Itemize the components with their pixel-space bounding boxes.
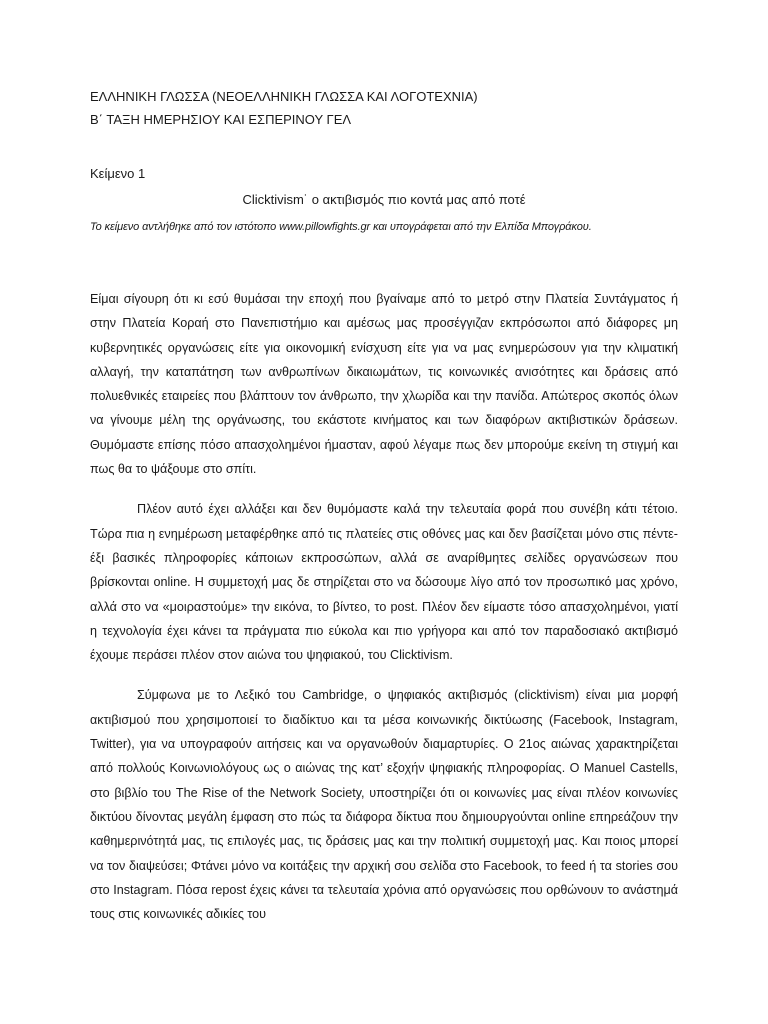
paragraph: Πλέον αυτό έχει αλλάξει και δεν θυμόμαστε καλά την τελευταία φορά που συνέβη κάτι τέτοιο. Τώρα πια η ενημέρωση μεταφέρθηκε από τις πλατείες στις οθόνες μας και δεν βασίζεται μόνο στις πέντε-έξι βασικές πληροφορίες κάποιων εκπροσώπων, αλλά σε αναρίθμητες σελίδες οργανώσεων που βρίσκονται online. Η συμμετοχή μας δε στηρίζεται στο να δώσουμε λίγο από τον προσωπικό μας χρόνο, αλλά στο να «μοιραστούμε» την εικόνα, το βίντεο, το post. Πλέον δεν είμαστε τόσο απασχολημένοι, γιατί η τεχνολογία έχει κάνει τα πράγματα πιο εύκολα και πιο γρήγορα και από τον παραδοσιακό ακτιβισμό έχουμε περάσει πλέον στον αιώνα του ψηφιακού, του Clicktivism. xyxy=(90,502,678,663)
subject-heading: ΕΛΛΗΝΙΚΗ ΓΛΩΣΣΑ (ΝΕΟΕΛΛΗΝΙΚΗ ΓΛΩΣΣΑ ΚΑΙ ΛΟΓΟΤΕΧΝΙΑ) xyxy=(90,89,478,104)
paragraph: Είμαι σίγουρη ότι κι εσύ θυμάσαι την εποχή που βγαίναμε από το μετρό στην Πλατεία Συντάγματος ή στην Πλατεία Κοραή στο Πανεπιστήμιο και αμέσως μας προσέγγιζαν εκπρόσωποι από διάφορες μη κυβερνητικές οργανώσεις είτε για οικονομική ενίσχυση είτε για να μας ενημερώσουν για την κλιματική αλλαγή, την καταπάτηση των ανθρωπίνων δικαιωμάτων, τις κοινωνικές ανισότητες και δράσεις από πολυεθνικές εταιρείες που βλάπτουν τον άνθρωπο, την χλωρίδα και την πανίδα. Απώτερος σκοπός όλων να γίνουμε μέλη της οργάνωσης, του εκάστοτε κινήματος και των διαφόρων ακτιβιστικών δράσεων. Θυμόμαστε επίσης πόσο απασχολημένοι ήμασταν, αφού λέγαμε πως δεν μπορούμε εκείνη τη στιγμή και πως θα το ψάξουμε στο σπίτι. xyxy=(90,292,678,477)
article-body xyxy=(90,287,678,942)
text-label: Κείμενο 1 xyxy=(90,166,146,181)
paragraph: Σύμφωνα με το Λεξικό του Cambridge, ο ψηφιακός ακτιβισμός (clicktivism) είναι μια μορφή ακτιβισμού που χρησιμοποιεί το διαδίκτυο και τα μέσα κοινωνικής δικτύωσης (Facebook, Instagram, Twitter), για να υπογραφούν αιτήσεις και να οργανωθούν διαμαρτυρίες. Ο 21ος αιώνας χαρακτηρίζεται από πολλούς Κοινωνιολόγους ως ο αιώνας της κατ’ εξοχήν ψηφιακής πληροφορίας. O Manuel Castells, στο βιβλίο του The Rise of the Network Society, υποστηρίζει ότι οι κοινωνίες μας είναι πλέον κοινωνίες δικτύου δίνοντας μεγάλη έμφαση στο πώς τα διάφορα δίκτυα που δημιουργούνται online επηρεάζουν την καθημερινότητά μας, τις επιλογές μας, τις δράσεις μας και την πολιτική συμμετοχή μας. Και ποιος μπορεί να τον διαψεύσει; Φτάνει μόνο να κοιτάξεις την αρχική σου σελίδα στο Facebook, το feed ή τα stories σου στο Instagram. Πόσα repost έχεις κάνει τα τελευταία χρόνια από οργανώσεις που ορθώνουν το ανάστημά τους στις κοινωνικές αδικίες του xyxy=(90,688,678,922)
article-title: Clicktivism˙ ο ακτιβισμός πιο κοντά μας από ποτέ xyxy=(242,192,526,207)
grade-heading: Β΄ ΤΑΞΗ ΗΜΕΡΗΣΙΟΥ ΚΑΙ ΕΣΠΕΡΙΝΟΥ ΓΕΛ xyxy=(90,112,352,127)
source-note: Το κείμενο αντλήθηκε από τον ιστότοπο www.pillowfights.gr και υπογράφεται από την Ελπίδα Μπογράκου. xyxy=(90,221,592,233)
